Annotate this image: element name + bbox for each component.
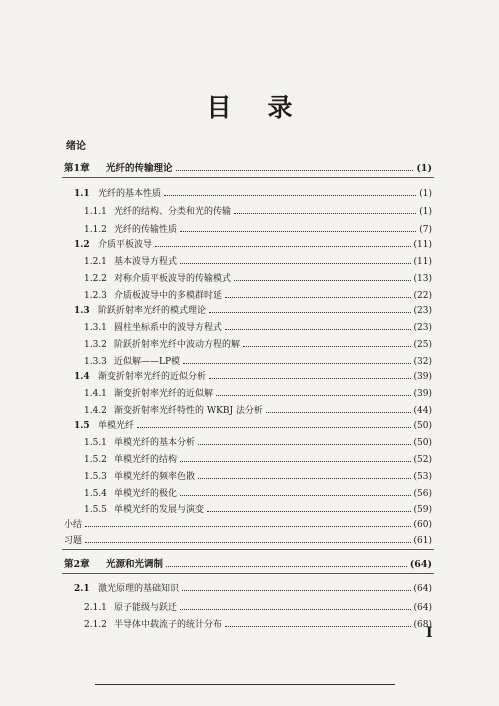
toc-entry-number: 1.2 (74, 240, 90, 250)
dot-leader (85, 534, 411, 543)
toc-entry-page: (23) (413, 323, 432, 333)
toc-entry-number: 1.1.2 (84, 225, 107, 235)
toc-entry[interactable] (84, 453, 432, 466)
chapter-divider (62, 573, 434, 574)
toc-entry-title: 光纤的传输性质 (114, 225, 178, 235)
toc-entry[interactable] (74, 419, 432, 432)
toc-entry-number: 2.1 (74, 584, 90, 594)
toc-entry-page: (1) (419, 207, 432, 217)
toc-entry-page: (22) (413, 291, 432, 301)
toc-entry[interactable] (74, 304, 432, 317)
toc-entry-number: 1.5.3 (84, 472, 107, 482)
toc-entry[interactable] (84, 255, 432, 268)
toc-entry-title: 阶跃折射率光纤中波动方程的解 (114, 340, 241, 350)
toc-entry-page: (60) (413, 520, 432, 530)
dot-leader (216, 387, 411, 396)
toc-entry-number: 1.1 (74, 189, 90, 199)
toc-entry-title: 激光原理的基础知识 (98, 584, 180, 594)
toc-entry[interactable] (84, 618, 432, 631)
toc-entry-page: (7) (419, 225, 432, 235)
toc-entry-page: (64) (409, 559, 432, 570)
toc-entry-title: 阶跃折射率光纤的模式理论 (98, 306, 207, 316)
toc-entry-title: 光纤的基本性质 (98, 189, 162, 199)
dot-leader (209, 304, 411, 313)
toc-entry-page: (23) (413, 306, 432, 316)
toc-entry-title: 单模光纤的基本分析 (114, 438, 196, 448)
toc-entry-title: 单模光纤 (98, 421, 135, 431)
toc-entry-page: (44) (413, 406, 432, 416)
dot-leader (266, 404, 411, 413)
dot-leader (234, 205, 416, 214)
toc-entry-page: (59) (413, 505, 432, 515)
dot-leader (180, 601, 411, 610)
toc-entry-number: 1.3 (74, 306, 90, 316)
toc-entry-title: 介质板波导中的多模群时延 (114, 291, 223, 301)
toc-entry-number: 1.5.2 (84, 455, 107, 465)
toc-entry-page: (11) (413, 240, 432, 250)
toc-entry-title: 半导体中载流子的统计分布 (114, 620, 223, 630)
toc-entry-title: 渐变折射率光纤特性的 WKBJ 法分析 (114, 406, 263, 416)
toc-entry-page: (64) (413, 584, 432, 594)
toc-entry-number: 1.1.1 (84, 207, 107, 217)
dot-leader (198, 436, 411, 445)
toc-entry[interactable] (64, 558, 432, 571)
toc-entry-title: 光纤的结构、分类和光的传输 (114, 207, 232, 217)
toc-entry[interactable] (74, 370, 432, 383)
dot-leader (176, 162, 414, 171)
toc-entry-title: 单模光纤的结构 (114, 455, 178, 465)
toc-entry-number: 1.5.1 (84, 438, 107, 448)
dot-leader (198, 470, 411, 479)
toc-entry-page: (1) (416, 163, 432, 174)
toc-entry[interactable] (84, 436, 432, 449)
chapter-divider (62, 177, 434, 178)
toc-entry[interactable] (84, 321, 432, 334)
dot-leader (225, 618, 411, 627)
dot-leader (180, 223, 416, 232)
dot-leader (155, 238, 411, 247)
toc-entry-title: 单模光纤的频率色散 (114, 472, 196, 482)
toc-entry-page: (56) (413, 489, 432, 499)
dot-leader (182, 582, 411, 591)
toc-entry-title: 圆柱坐标系中的波导方程式 (114, 323, 223, 333)
toc-entry-page: (68) (413, 620, 432, 630)
page-number: I (426, 625, 433, 641)
toc-entry[interactable] (74, 582, 432, 595)
toc-entry-number: 1.2.2 (84, 274, 107, 284)
toc-entry-page: (53) (413, 472, 432, 482)
toc-entry-number: 1.3.1 (84, 323, 107, 333)
page-title: 目录 (206, 93, 329, 122)
toc-entry-number: 1.5.5 (84, 505, 107, 515)
toc-entry-page: (39) (413, 389, 432, 399)
toc-entry-title: 单模光纤的发展与演变 (114, 505, 205, 515)
intro-heading: 绪论 (66, 141, 86, 152)
toc-entry-number: 1.4 (74, 372, 90, 382)
dot-leader (164, 187, 416, 196)
toc-entry[interactable] (64, 534, 432, 547)
toc-entry-page: (32) (413, 357, 432, 367)
dot-leader (180, 487, 411, 496)
toc-entry-title: 单模光纤的极化 (114, 489, 178, 499)
toc-entry-page: (11) (413, 257, 432, 267)
dot-leader (183, 355, 410, 364)
toc-entry[interactable] (74, 238, 432, 251)
dot-leader (166, 558, 407, 567)
toc-entry-number: 1.3.3 (84, 357, 107, 367)
toc-entry[interactable] (84, 404, 432, 417)
toc-entry[interactable] (84, 503, 432, 516)
toc-entry-number: 1.2.3 (84, 291, 107, 301)
toc-entry-number: 2.1.2 (84, 620, 107, 630)
toc-entry[interactable] (84, 205, 432, 218)
toc-entry-title: 光纤的传输理论 (106, 163, 173, 174)
dot-leader (85, 518, 411, 527)
toc-entry[interactable] (84, 470, 432, 483)
toc-entry-title: 小结 (64, 520, 83, 530)
toc-entry-title: 渐变折射率光纤的近似解 (114, 389, 214, 399)
toc-entry[interactable] (84, 387, 432, 400)
toc-entry-title: 介质平板波导 (98, 240, 153, 250)
toc-entry[interactable] (74, 187, 432, 200)
dot-leader (180, 453, 411, 462)
dot-leader (225, 321, 411, 330)
toc-entry-page: (50) (413, 421, 432, 431)
dot-leader (225, 289, 411, 298)
toc-entry-title: 习题 (64, 536, 83, 546)
toc-entry-page: (64) (413, 603, 432, 613)
toc-entry-title: 基本波导方程式 (114, 257, 178, 267)
toc-entry-page: (25) (413, 340, 432, 350)
toc-entry[interactable] (84, 487, 432, 500)
toc-entry-page: (13) (413, 274, 432, 284)
dot-leader (137, 419, 411, 428)
toc-entry-page: (50) (413, 438, 432, 448)
toc-entry-number: 2.1.1 (84, 603, 107, 613)
toc-entry-title: 渐变折射率光纤的近似分析 (98, 372, 207, 382)
toc-entry-title: 近似解——LP模 (114, 357, 181, 367)
toc-entry-number: 1.4.2 (84, 406, 107, 416)
toc-entry-page: (39) (413, 372, 432, 382)
toc-entry-number: 1.4.1 (84, 389, 107, 399)
bottom-rule (95, 684, 395, 685)
toc-entry-number: 第1章 (64, 163, 90, 174)
toc-entry-number: 1.5.4 (84, 489, 107, 499)
toc-entry[interactable] (64, 518, 432, 531)
toc-entry-number: 1.5 (74, 421, 90, 431)
toc-entry[interactable] (84, 289, 432, 302)
dot-leader (180, 255, 411, 264)
toc-entry[interactable] (64, 162, 432, 175)
toc-entry-page: (61) (413, 536, 432, 546)
toc-entry[interactable] (84, 338, 432, 351)
toc-entry[interactable] (84, 601, 432, 614)
dot-leader (209, 370, 411, 379)
dot-leader (234, 272, 411, 281)
toc-entry[interactable] (84, 272, 432, 285)
toc-entry-page: (1) (419, 189, 432, 199)
toc-entry-title: 原子能级与跃迁 (114, 603, 178, 613)
dot-leader (207, 503, 411, 512)
toc-entry[interactable] (84, 223, 432, 236)
toc-entry-number: 1.3.2 (84, 340, 107, 350)
toc-entry[interactable] (84, 355, 432, 368)
toc-entry-title: 对称介质平板波导的传输模式 (114, 274, 232, 284)
dot-leader (243, 338, 411, 347)
toc-entry-title: 光源和光调制 (106, 559, 164, 570)
toc-entry-number: 1.2.1 (84, 257, 107, 267)
section-divider (62, 549, 434, 550)
toc-entry-number: 第2章 (64, 559, 90, 570)
toc-entry-page: (52) (413, 455, 432, 465)
